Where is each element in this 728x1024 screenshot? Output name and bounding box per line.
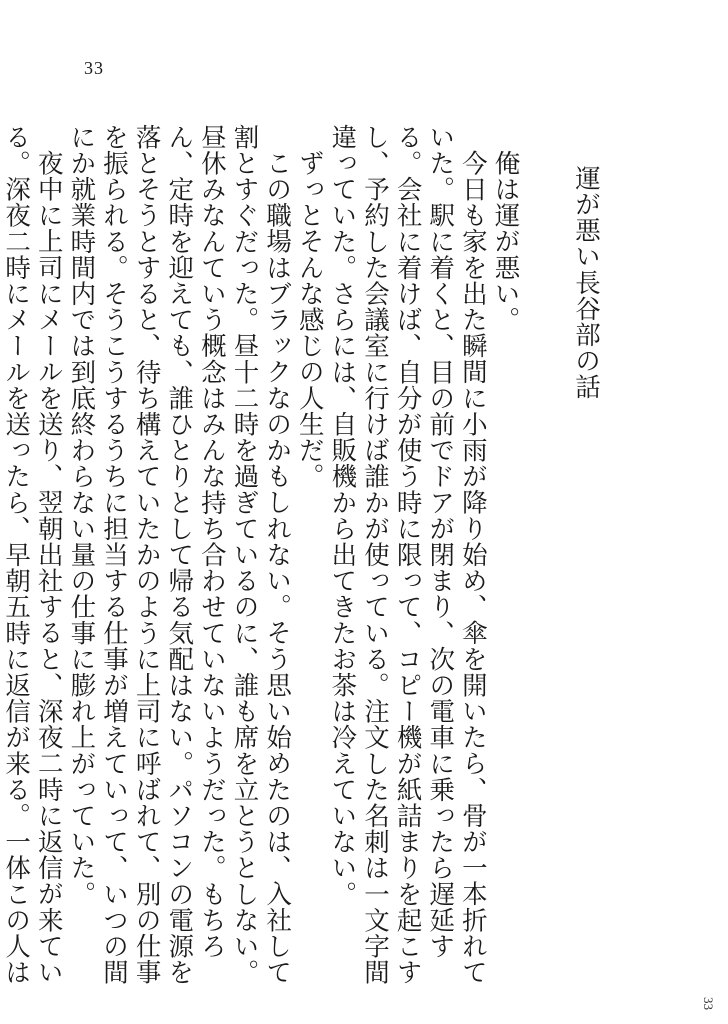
body-text bbox=[0, 124, 602, 994]
page-number-top: 33 bbox=[84, 58, 104, 78]
paragraph-4: この職場はブラックなのかもしれない。そう思い始めたのは、入社して割とすぐだった。昼十二時を過ぎているのに、誰も席を立とうとしない。昼休みなんていう概念はみんな持ち合わせていないようだった。もちろん、定時を迎えても、誰ひとりとして帰る気配はない。パソコンの電源を落とそうとすると、待ち構えていたかのように上司に呼ばれて、別の仕事を振られる。そうこうするうちに担当する仕事が増えていって、いつの間にか就業時間内では到底終わらない量の仕事に膨れ上がっていた。 bbox=[66, 124, 293, 986]
paragraph-1: 俺は運が悪い。 bbox=[490, 149, 521, 333]
title-spacer bbox=[521, 124, 554, 994]
chapter-title: 運が悪い長谷部の話 bbox=[571, 164, 601, 400]
paragraph-5: 夜中に上司にメールを送り、翌朝出社すると、深夜二時に返信が来ている。深夜二時にメールを送ったら、早朝五時に返信が来る。一体この人は bbox=[1, 124, 64, 986]
paragraph-3: ずっとそんな感じの人生だ。 bbox=[294, 149, 325, 489]
page-number-side: 33 bbox=[701, 997, 716, 1010]
paragraph-2: 今日も家を出た瞬間に小雨が降り始め、傘を開いたら、骨が一本折れていた。駅に着くと、目の前でドアが閉まり、次の電車に乗ったら遅延する。会社に着けば、自分が使う時に限って、コピー機が紙詰まりを起こすし、予約した会議室に行けば誰かが使っている。注文した名刺は一文字間違っていた。さらには、自販機から出てきたお茶は冷えていない。 bbox=[327, 124, 488, 986]
